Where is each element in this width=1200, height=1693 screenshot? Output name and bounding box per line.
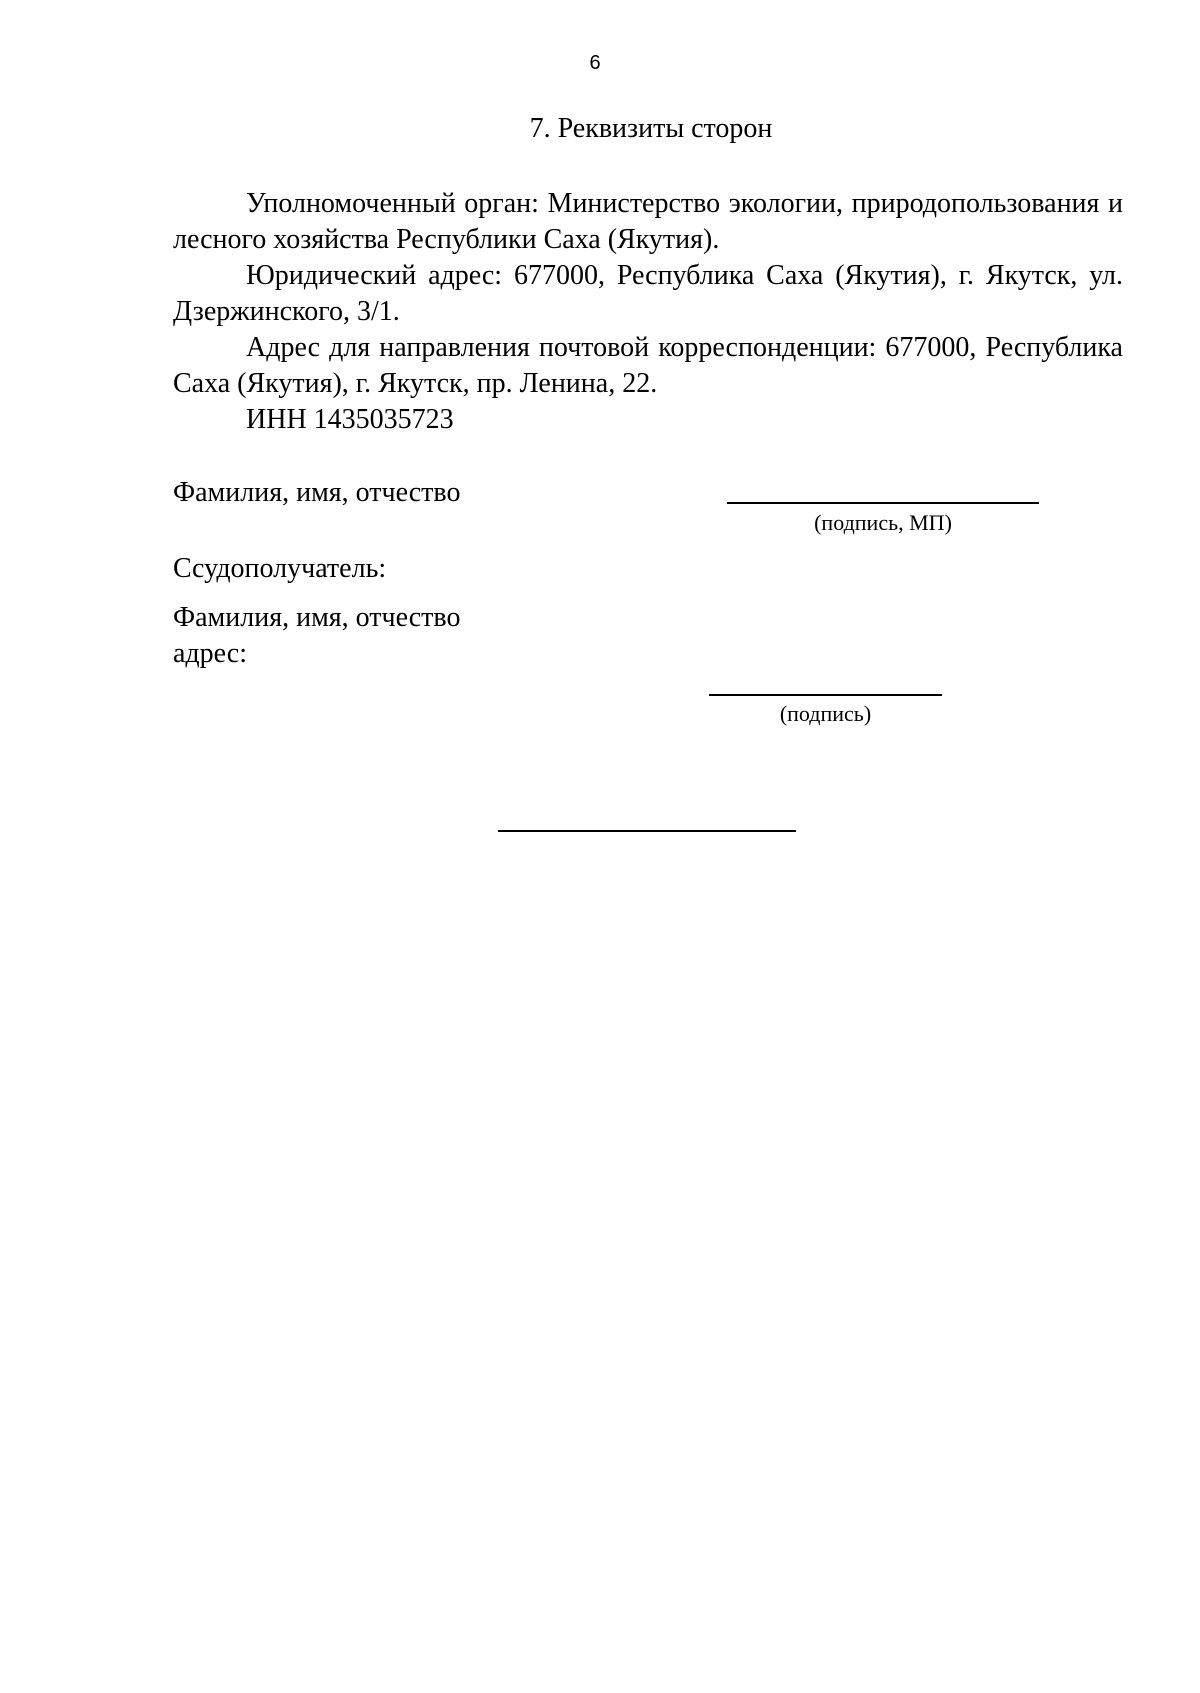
- closing-rule: [498, 830, 796, 832]
- authority-details: [173, 186, 1123, 438]
- borrower-name-label: Фамилия, имя, отчество: [173, 602, 461, 633]
- section-title: 7. Реквизиты сторон: [529, 113, 773, 144]
- page-number: 6: [589, 52, 601, 74]
- legal-address-paragraph: Юридический адрес: 677000, Республика Саха (Якутия), г. Якутск, ул. Дзержинского, 3/1.: [173, 260, 1123, 327]
- borrower-signature-line: [709, 694, 942, 696]
- borrower-address-label: адрес:: [173, 638, 248, 669]
- authority-name-label: Фамилия, имя, отчество: [173, 477, 461, 508]
- authority-name-paragraph: Уполномоченный орган: Министерство экологии, природопользования и лесного хозяйства Республики Саха (Якутия).: [173, 188, 1123, 255]
- postal-address-paragraph: Адрес для направления почтовой корреспонденции: 677000, Республика Саха (Якутия), г. Якутск, пр. Ленина, 22.: [173, 332, 1123, 399]
- borrower-heading: Ссудополучатель:: [173, 553, 387, 584]
- inn-paragraph: ИНН 1435035723: [246, 404, 454, 435]
- authority-signature-line: [727, 502, 1039, 504]
- authority-signature-caption: (подпись, МП): [814, 510, 952, 535]
- borrower-signature-caption: (подпись): [779, 701, 872, 726]
